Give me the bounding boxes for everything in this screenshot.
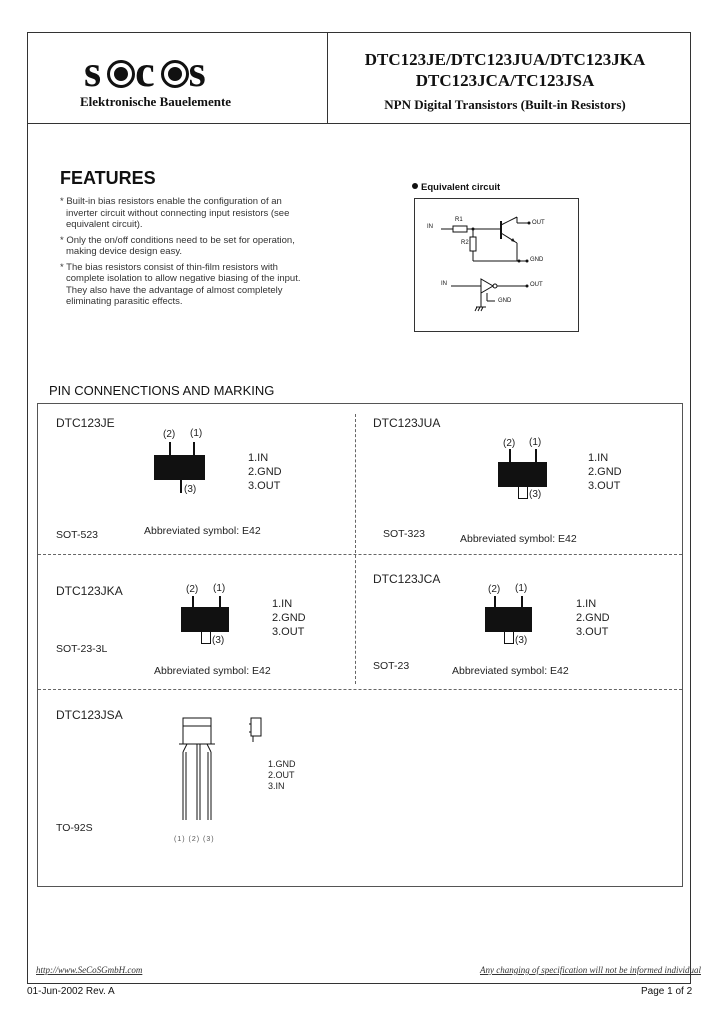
date-revision: 01-Jun-2002 Rev. A [27, 986, 115, 997]
pin-grid-divider-vertical [355, 414, 356, 684]
website-link[interactable]: http://www.SeCoSGmbH.com [36, 965, 143, 975]
bullet-icon [412, 183, 418, 189]
header-bottom-rule [28, 123, 690, 124]
brand-tagline: Elektronische Bauelemente [80, 94, 232, 109]
abbreviated-symbol: Abbreviated symbol: E42 [144, 525, 261, 537]
pin2-label: (2) [488, 584, 501, 595]
pin-item: 2.OUT [268, 770, 295, 780]
sot523-chip-icon [154, 455, 205, 480]
pin3-label: (3) [529, 489, 542, 500]
lead-pin1 [535, 449, 537, 463]
inverter-buffer-icon [481, 279, 493, 293]
circuit-gnd-label: GND [530, 257, 544, 263]
pin-item: 1.IN [588, 452, 609, 464]
pin-grid-divider-horizontal [38, 689, 682, 690]
package-name: SOT-523 [56, 529, 99, 541]
package-name: SOT-23 [373, 660, 410, 672]
package-name: SOT-23-3L [56, 643, 108, 655]
pin-connections-box [37, 403, 683, 887]
page-number: Page 1 of 2 [641, 986, 693, 997]
equivalent-circuit-title: Equivalent circuit [412, 182, 500, 193]
header-divider [327, 33, 328, 123]
transistor-collector-icon [501, 217, 517, 225]
equivalent-circuit-diagram [415, 199, 578, 331]
pin1-label: (1) [190, 428, 203, 439]
part-title-line1: DTC123JE/DTC123JUA/DTC123JKA [364, 50, 646, 69]
sot23-chip-icon [485, 607, 532, 632]
feature-item: * The bias resistors consist of thin-film resistors with complete isolation to allow negative biasing of the input. They also have the advantage of almost completely eliminating parasitic effects. [60, 261, 301, 307]
circuit-in-label-2: IN [441, 281, 447, 287]
part-name: DTC123JE [56, 416, 115, 430]
to92s-package-icon [173, 716, 273, 826]
pin-item: 2.GND [272, 612, 306, 624]
part-subtitle: NPN Digital Transistors (Built-in Resistors) [384, 97, 626, 112]
pin3-label: (3) [184, 484, 197, 495]
pin-item: 1.IN [576, 598, 597, 610]
pin-item: 1.IN [248, 452, 269, 464]
lead-pin3 [180, 479, 182, 493]
pin-connections-title: PIN CONNENCTIONS AND MARKING [49, 383, 275, 398]
abbreviated-symbol: Abbreviated symbol: E42 [460, 533, 577, 545]
pin-item: 1.IN [272, 598, 293, 610]
pin-list [576, 597, 610, 639]
logo-o-mark-icon [161, 60, 189, 88]
package-name: SOT-323 [383, 528, 426, 540]
pin2-label: (2) [503, 438, 516, 449]
circuit-gnd-label-2: GND [498, 298, 512, 304]
circuit-r2-label: R2 [461, 240, 469, 246]
pin-item: 2.GND [248, 466, 282, 478]
circuit-in-label: IN [427, 224, 433, 230]
features-heading: FEATURES [60, 168, 156, 188]
feature-item: * Only the on/off conditions need to be set for operation, making device design easy. [60, 234, 295, 257]
disclaimer-link[interactable]: Any changing of specification will not be informed individual [480, 965, 701, 975]
sot323-chip-icon [498, 462, 547, 487]
pin3-label: (3) [212, 635, 225, 646]
to92s-leg-labels: (1) (2) (3) [174, 836, 215, 843]
pin-list [272, 597, 306, 639]
pin2-label: (2) [163, 429, 176, 440]
pin-item: 3.OUT [576, 626, 609, 638]
pin2-label: (2) [186, 584, 199, 595]
pin-item: 3.OUT [248, 480, 281, 492]
pin-item: 3.OUT [588, 480, 621, 492]
lead-pin1 [193, 442, 195, 456]
part-title-line2: DTC123JCA/TC123JSA [415, 71, 595, 90]
abbreviated-symbol: Abbreviated symbol: E42 [154, 665, 271, 677]
features-list [58, 196, 308, 312]
secos-logo: s c s [84, 47, 212, 96]
pin-list [588, 451, 622, 493]
pin-item: 1.GND [268, 759, 296, 769]
pin-item: 3.IN [268, 781, 285, 791]
sot23-3l-chip-icon [181, 607, 229, 632]
pin-item: 2.GND [576, 612, 610, 624]
circuit-out-label: OUT [532, 220, 545, 226]
pin-grid-divider-horizontal [38, 554, 682, 555]
lead-pin3 [504, 631, 514, 644]
package-name: TO-92S [56, 822, 93, 834]
pin3-label: (3) [515, 635, 528, 646]
part-name: DTC123JUA [373, 416, 441, 430]
part-name: DTC123JKA [56, 584, 123, 598]
r2-resistor-icon [470, 237, 476, 251]
pin-list [248, 451, 282, 493]
pin-item: 3.OUT [272, 626, 305, 638]
part-name: DTC123JSA [56, 708, 123, 722]
pin1-label: (1) [529, 437, 542, 448]
lead-pin2 [509, 449, 511, 463]
lead-pin2 [169, 442, 171, 456]
circuit-out-label-2: OUT [530, 282, 543, 288]
feature-item: * Built-in bias resistors enable the configuration of an inverter circuit without connecting input resistors (see equivalent circuit). [60, 196, 290, 230]
lead-pin3 [201, 631, 211, 644]
pin-item: 2.GND [588, 466, 622, 478]
logo-o-mark-icon [107, 60, 135, 88]
part-name: DTC123JCA [373, 572, 441, 586]
pin1-label: (1) [515, 583, 528, 594]
pin1-label: (1) [213, 583, 226, 594]
circuit-r1-label: R1 [455, 217, 463, 223]
r1-resistor-icon [453, 226, 467, 232]
abbreviated-symbol: Abbreviated symbol: E42 [452, 665, 569, 677]
pin-list [268, 759, 296, 792]
lead-pin3 [518, 486, 528, 499]
equivalent-circuit-box [414, 198, 579, 332]
